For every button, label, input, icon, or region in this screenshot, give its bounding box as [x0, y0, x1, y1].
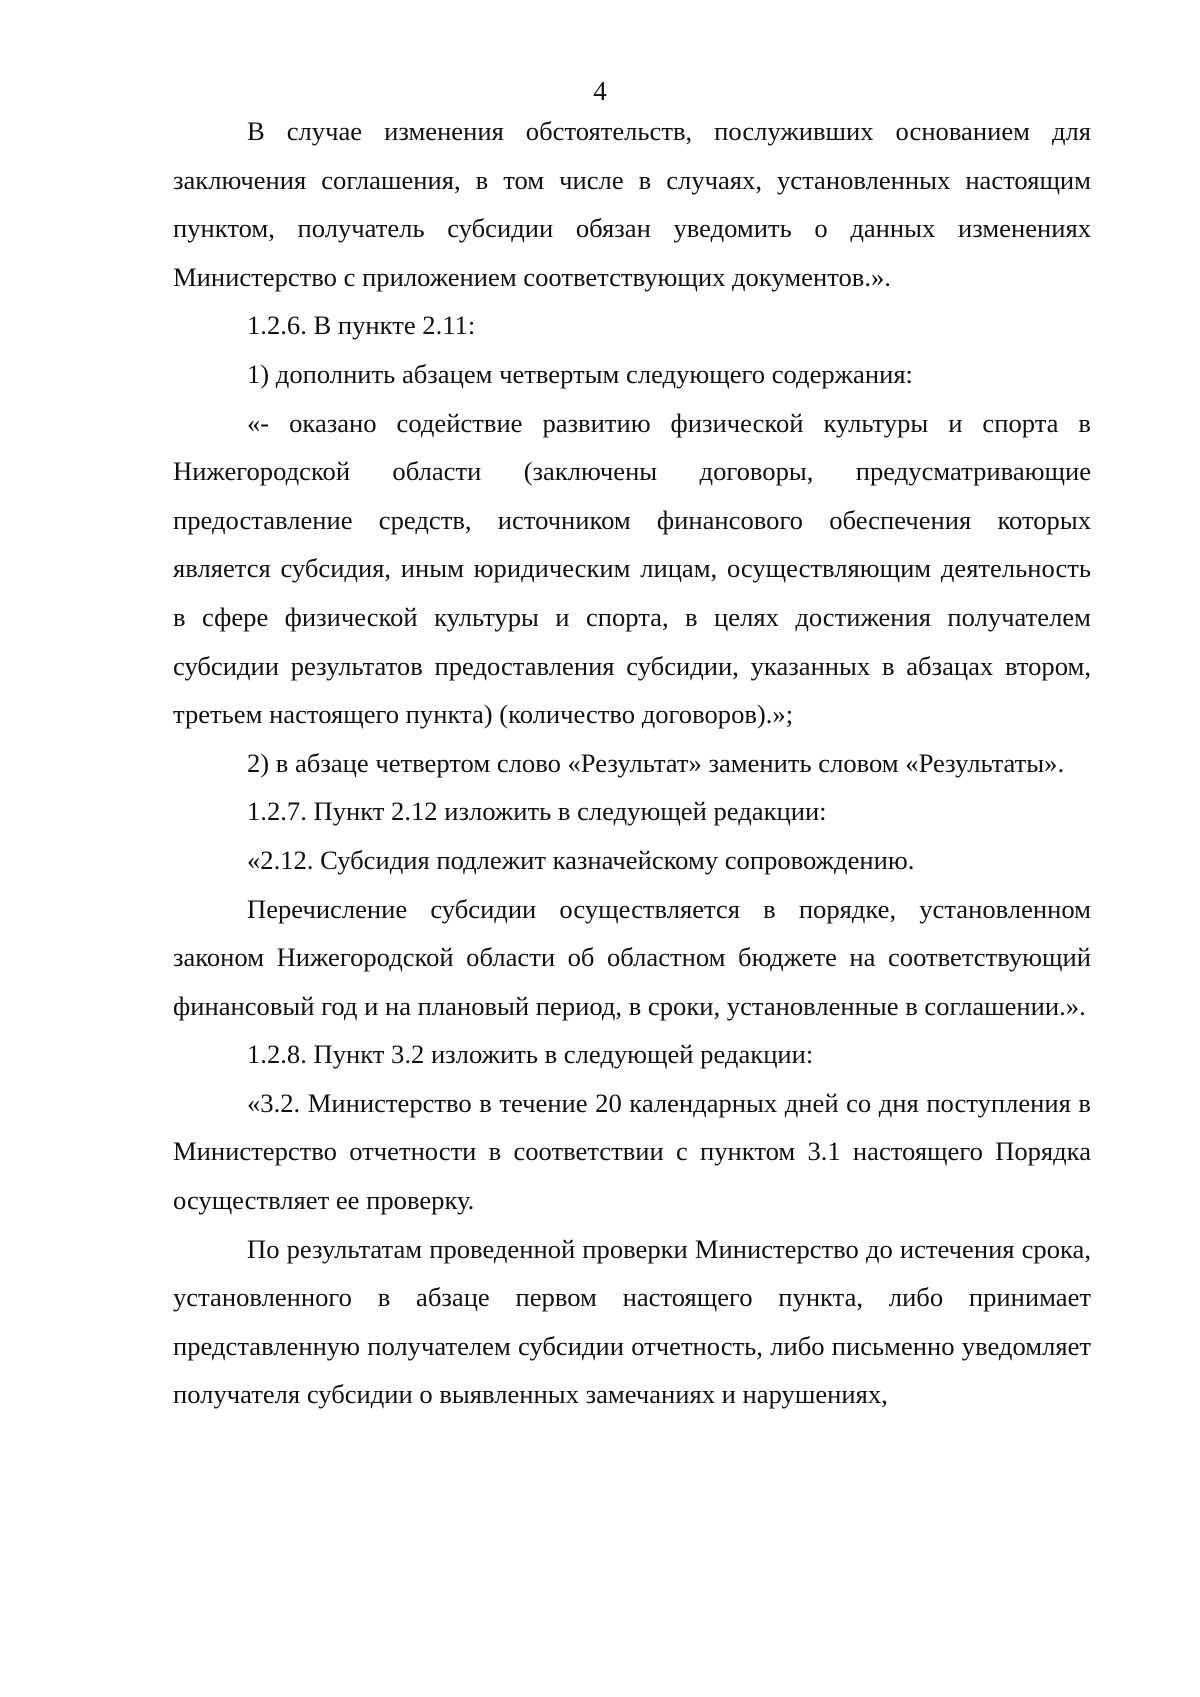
paragraph-add-fourth-abzac: 1) дополнить абзацем четвертым следующего содержания: — [247, 358, 913, 389]
paragraph-1-2-8: 1.2.8. Пункт 3.2 изложить в следующей редакции: — [247, 1039, 814, 1070]
paragraph-3-2-quote: «3.2. Министерство в течение 20 календарных дней со дня поступления в Министерство отчетности в соответствии с пунктом 3.1 настоящего Порядка осуществляет ее проверку. — [173, 1087, 1091, 1216]
paragraph-1-2-6: 1.2.6. В пункте 2.11: — [247, 310, 476, 341]
paragraph-check-results: По результатам проведенной проверки Министерство до истечения срока, установленного в абзаце первом настоящего пункта, либо принимает представленную получателем субсидии отчетность, либо письменно уведомляет получателя субсидии о выявленных замечаниях и нарушениях, — [173, 1233, 1091, 1410]
paragraph-circumstances-change: В случае изменения обстоятельств, послуживших основанием для заключения соглашения, в том числе в случаях, установленных настоящим пунктом, получатель субсидии обязан уведомить о данных изменениях Министерство с приложением соответствующих документов.». — [173, 116, 1091, 292]
paragraph-sport-support-quote: «- оказано содействие развитию физической культуры и спорта в Нижегородской области (заключены договоры, предусматривающие предоставление средств, источником финансового обеспечения которых является субсидия, иным юридическим лицам, осуществляющим деятельность в сфере физической культуры и спорта, в целях достижения получателем субсидии результатов предоставления субсидии, указанных в абзацах втором, третьем настоящего пункта) (количество договоров).»; — [173, 407, 1091, 730]
paragraph-1-2-7: 1.2.7. Пункт 2.12 изложить в следующей редакции: — [247, 796, 827, 827]
paragraph-replace-word: 2) в абзаце четвертом слово «Результат» заменить словом «Результаты». — [247, 747, 1065, 778]
page-number: 4 — [593, 76, 607, 106]
paragraph-transfer-subsidy: Перечисление субсидии осуществляется в порядке, установленном законом Нижегородской области об областном бюджете на соответствующий финансовый год и на плановый период, в сроки, установленные в соглашении.». — [173, 893, 1091, 1021]
document-body — [173, 107, 1091, 1419]
paragraph-2-12-quote: «2.12. Субсидия подлежит казначейскому сопровождению. — [247, 844, 915, 875]
